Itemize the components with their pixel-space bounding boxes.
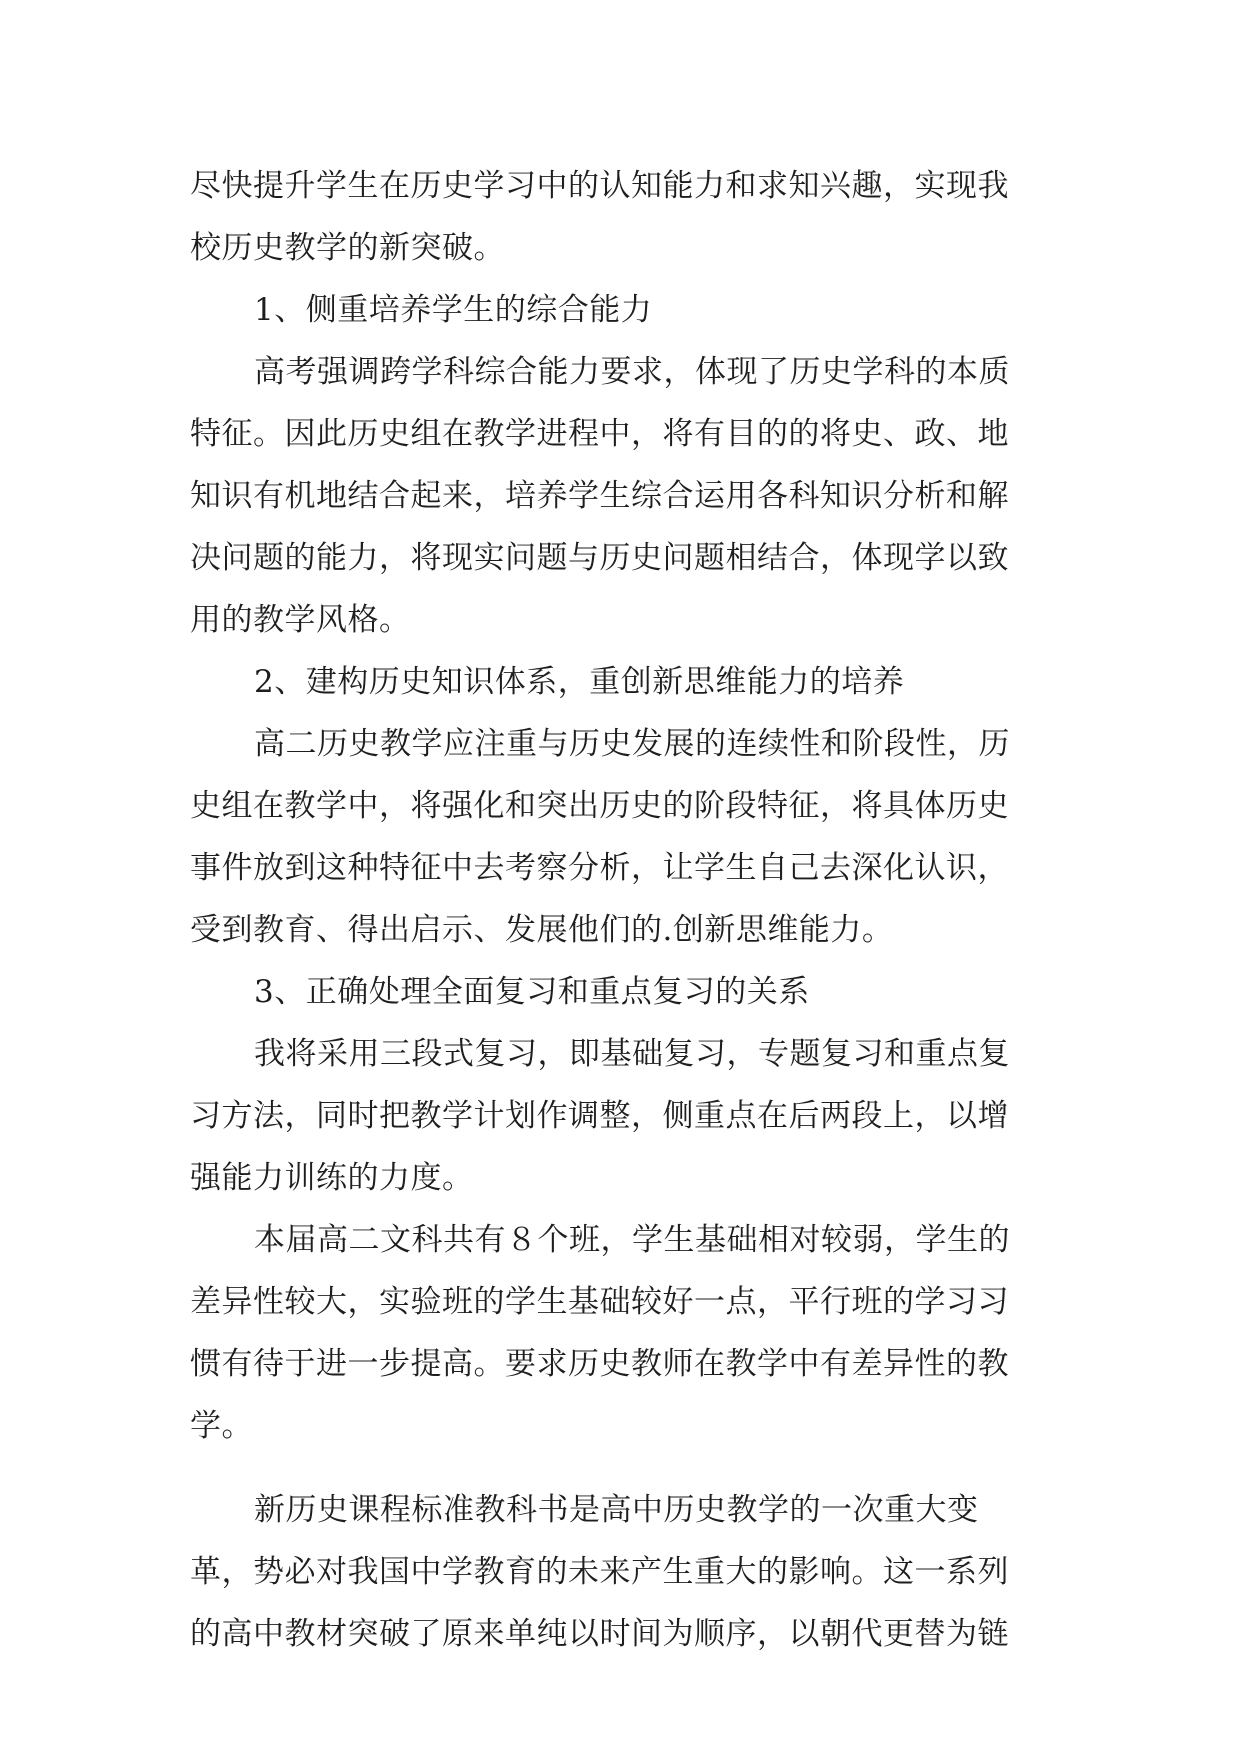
paragraph-line: 惯有待于进一步提高。要求历史教师在教学中有差异性的教 (190, 1346, 1009, 1382)
paragraph (190, 713, 1070, 961)
paragraph (190, 1023, 1070, 1209)
paragraph-line: 事件放到这种特征中去考察分析，让学生自己去深化认识， (190, 850, 1009, 886)
paragraph-line: 习方法，同时把教学计划作调整，侧重点在后两段上，以增 (190, 1098, 1009, 1134)
paragraph-line: 本届高二文科共有８个班，学生基础相对较弱，学生的 (254, 1222, 1010, 1258)
paragraph-line: 差异性较大，实验班的学生基础较好一点，平行班的学习习 (190, 1284, 1009, 1320)
section-heading: 1、侧重培养学生的综合能力 (254, 292, 653, 328)
paragraph-line: 高二历史教学应注重与历史发展的连续性和阶段性，历 (254, 726, 1010, 762)
section-heading: 2、建构历史知识体系，重创新思维能力的培养 (254, 664, 905, 700)
paragraph-line: 校历史教学的新突破。 (190, 230, 505, 266)
paragraph-line: 尽快提升学生在历史学习中的认知能力和求知兴趣，实现我 (190, 168, 1009, 204)
section-heading: 3、正确处理全面复习和重点复习的关系 (254, 974, 810, 1010)
paragraph-line: 革，势必对我国中学教育的未来产生重大的影响。这一系列 (190, 1554, 1009, 1590)
paragraph-line: 用的教学风格。 (190, 602, 411, 638)
paragraph (190, 1209, 1070, 1457)
document-body (190, 155, 1070, 1665)
paragraph-line: 新历史课程标准教科书是高中历史教学的一次重大变 (254, 1492, 979, 1528)
paragraph-line: 我将采用三段式复习，即基础复习，专题复习和重点复 (254, 1036, 1010, 1072)
paragraph-line: 高考强调跨学科综合能力要求，体现了历史学科的本质 (254, 354, 1010, 390)
paragraph-gap (190, 1457, 1070, 1479)
paragraph-line: 强能力训练的力度。 (190, 1160, 474, 1196)
paragraph-line: 学。 (190, 1408, 253, 1444)
paragraph (190, 155, 1070, 279)
paragraph-line: 受到教育、得出启示、发展他们的.创新思维能力。 (190, 912, 894, 948)
paragraph (190, 341, 1070, 651)
paragraph-line: 知识有机地结合起来，培养学生综合运用各科知识分析和解 (190, 478, 1009, 514)
paragraph-line: 史组在教学中，将强化和突出历史的阶段特征，将具体历史 (190, 788, 1009, 824)
paragraph-line: 特征。因此历史组在教学进程中，将有目的的将史、政、地 (190, 416, 1009, 452)
paragraph-line: 决问题的能力，将现实问题与历史问题相结合，体现学以致 (190, 540, 1009, 576)
paragraph (190, 1479, 1070, 1665)
paragraph-line: 的高中教材突破了原来单纯以时间为顺序，以朝代更替为链 (190, 1616, 1009, 1652)
